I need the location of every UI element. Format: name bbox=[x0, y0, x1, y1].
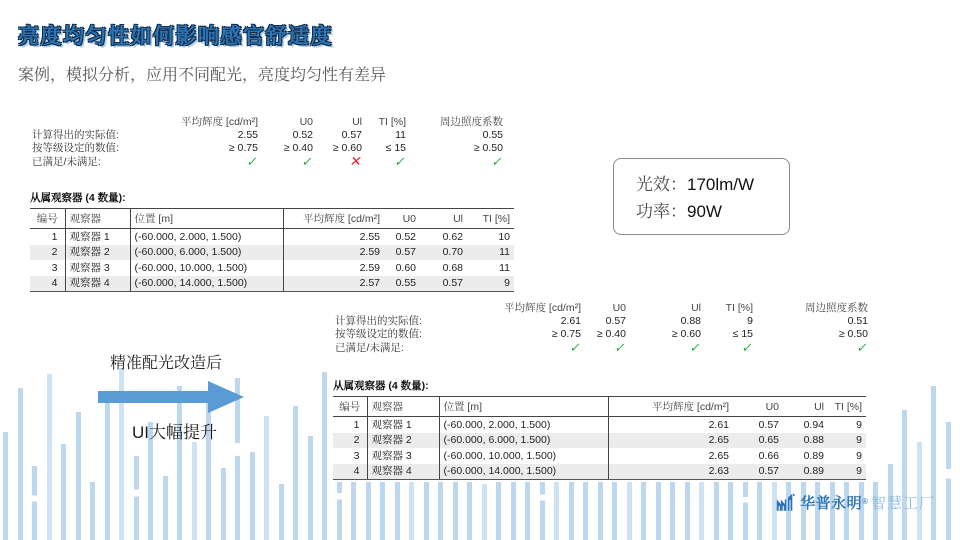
status-cross-icon: ✕ bbox=[348, 153, 364, 169]
status-check-icon: ✓ bbox=[490, 154, 505, 169]
logo-suffix: 智慧工厂 bbox=[870, 494, 935, 512]
efficacy-label: 光效： bbox=[636, 175, 687, 194]
summary-status-row bbox=[30, 155, 505, 170]
cell-ti: 9 bbox=[828, 433, 866, 449]
cell-u0: 0.57 bbox=[758, 418, 779, 431]
cell-u0: 0.52 bbox=[395, 230, 416, 243]
observers-title: 从属观察器 (4 数量): bbox=[30, 192, 126, 204]
col-header-luminance: 平均辉度 [cd/m²] bbox=[180, 116, 258, 128]
decorative-bar bbox=[76, 412, 81, 540]
status-check-icon: ✓ bbox=[613, 340, 628, 355]
summary-actual-row: 计算得出的实际值: 2.55 0.52 0.57 11 0.55 bbox=[32, 129, 503, 141]
summary-header-row bbox=[333, 302, 870, 315]
registered-mark: ® bbox=[862, 497, 868, 506]
power-label: 功率： bbox=[636, 202, 687, 221]
summary-target-row: 按等级设定的数值: ≥ 0.75 ≥ 0.40 ≥ 0.60 ≤ 15 ≥ 0.50 bbox=[32, 142, 503, 154]
cell-u0: 0.65 bbox=[733, 433, 783, 449]
cell-no: 1 bbox=[30, 229, 65, 245]
cell-u0: 0.57 bbox=[384, 245, 420, 261]
observer-table-improved bbox=[333, 396, 866, 480]
col-header-u0: U0 bbox=[733, 397, 783, 417]
col-header-ti: TI [%] bbox=[378, 116, 406, 128]
power-line bbox=[636, 198, 789, 225]
cell-luminance: 2.55 bbox=[359, 230, 380, 243]
cell-position: (-60.000, 6.000, 1.500) bbox=[130, 245, 283, 261]
cell-luminance: 2.65 bbox=[708, 449, 729, 462]
summary-target-row: 按等级设定的数值: ≥ 0.75 ≥ 0.40 ≥ 0.60 ≤ 15 ≥ 0.50 bbox=[335, 328, 868, 340]
cell-luminance: 2.65 bbox=[608, 433, 733, 449]
decorative-bar bbox=[366, 478, 371, 540]
cell-ti: 9 bbox=[856, 418, 862, 431]
row-label: 按等级设定的数值: bbox=[32, 142, 119, 154]
decorative-bar bbox=[32, 466, 37, 540]
col-header-no: 编号 bbox=[333, 397, 367, 417]
page-title: 亮度均匀性如何影响感官舒适度 bbox=[18, 25, 333, 48]
decorative-bar bbox=[192, 442, 197, 540]
cell-no: 4 bbox=[30, 276, 65, 292]
cell-no: 3 bbox=[333, 448, 367, 464]
row-label: 计算得出的实际值: bbox=[32, 129, 119, 141]
row-label: 计算得出的实际值: bbox=[335, 315, 422, 327]
col-header-position: 位置 [m] bbox=[439, 397, 608, 417]
summary-actual-row: 计算得出的实际值: 2.61 0.57 0.88 9 0.51 bbox=[335, 315, 868, 327]
cell-u0: 0.60 bbox=[395, 261, 416, 274]
improvement-annotation bbox=[98, 350, 258, 443]
decorative-bar bbox=[221, 468, 226, 540]
company-logo bbox=[775, 491, 935, 513]
annotation-top-label: 精准配光改造后 bbox=[110, 355, 223, 372]
decorative-bar bbox=[279, 484, 284, 540]
report-block-improved bbox=[333, 296, 879, 482]
decorative-bar bbox=[134, 456, 139, 540]
col-header-observer: 观察器 bbox=[367, 397, 439, 417]
col-header-ul: Ul bbox=[352, 116, 362, 128]
report-block-original bbox=[30, 116, 530, 292]
cell-ul: 0.68 bbox=[442, 261, 463, 274]
col-header-surround-ratio: 周边照度系数 bbox=[440, 116, 503, 128]
col-header-observer: 观察器 bbox=[65, 209, 130, 229]
factory-icon bbox=[775, 491, 796, 513]
cell-ul: 0.62 bbox=[442, 230, 463, 243]
col-header-u0: U0 bbox=[299, 116, 313, 128]
decorative-bar bbox=[3, 432, 8, 540]
decorative-bar bbox=[250, 452, 255, 540]
efficacy-value: 170lm/W bbox=[687, 175, 755, 194]
decorative-bar bbox=[90, 482, 95, 540]
annotation-bottom-label: UI大幅提升 bbox=[132, 423, 217, 442]
cell-position: (-60.000, 6.000, 1.500) bbox=[439, 433, 608, 449]
cell-no: 3 bbox=[30, 260, 65, 276]
status-check-icon: ✓ bbox=[688, 340, 703, 355]
status-check-icon: ✓ bbox=[300, 154, 315, 169]
cell-no: 2 bbox=[30, 245, 65, 261]
cell-luminance: 2.57 bbox=[283, 276, 384, 292]
cell-observer: 观察器 4 bbox=[65, 276, 130, 292]
decorative-bar bbox=[482, 484, 487, 540]
observer-header-row bbox=[30, 209, 514, 229]
cell-u0: 0.66 bbox=[758, 449, 779, 462]
cell-ul: 0.89 bbox=[803, 449, 824, 462]
summary-header-row bbox=[30, 116, 505, 129]
decorative-bar bbox=[18, 388, 23, 540]
col-header-luminance: 平均辉度 [cd/m²] bbox=[608, 397, 733, 417]
decorative-bar bbox=[902, 410, 907, 540]
status-check-icon: ✓ bbox=[393, 154, 408, 169]
cell-no: 2 bbox=[333, 433, 367, 449]
cell-ul: 0.70 bbox=[420, 245, 467, 261]
cell-no: 1 bbox=[333, 417, 367, 433]
observers-title: 从属观察器 (4 数量): bbox=[333, 380, 429, 392]
observer-row bbox=[30, 229, 514, 245]
cell-observer: 观察器 3 bbox=[367, 448, 439, 464]
summary-table-original bbox=[30, 116, 505, 170]
cell-observer: 观察器 1 bbox=[65, 229, 130, 245]
col-header-surround-ratio: 周边照度系数 bbox=[805, 302, 868, 314]
observer-row bbox=[333, 464, 866, 480]
status-check-icon: ✓ bbox=[245, 154, 260, 169]
summary-table-improved bbox=[333, 302, 870, 356]
cell-position: (-60.000, 14.000, 1.500) bbox=[130, 276, 283, 292]
decorative-bar bbox=[931, 386, 936, 540]
cell-ul: 0.88 bbox=[783, 433, 828, 449]
cell-ul: 0.89 bbox=[783, 464, 828, 480]
cell-ti: 11 bbox=[499, 261, 510, 274]
cell-luminance: 2.63 bbox=[608, 464, 733, 480]
cell-position: (-60.000, 2.000, 1.500) bbox=[130, 229, 283, 245]
col-header-ul: Ul bbox=[691, 302, 701, 314]
decorative-bar bbox=[308, 436, 313, 540]
cell-ul: 0.94 bbox=[803, 418, 824, 431]
decorative-bar bbox=[322, 372, 327, 540]
row-label: 按等级设定的数值: bbox=[335, 328, 422, 340]
cell-ul: 0.57 bbox=[420, 276, 467, 292]
cell-position: (-60.000, 10.000, 1.500) bbox=[130, 260, 283, 276]
right-arrow-icon bbox=[98, 379, 246, 415]
row-label: 已满足/未满足: bbox=[32, 156, 101, 168]
cell-position: (-60.000, 2.000, 1.500) bbox=[439, 417, 608, 433]
col-header-position: 位置 [m] bbox=[130, 209, 283, 229]
observer-row bbox=[30, 245, 514, 261]
power-value: 90W bbox=[687, 202, 722, 221]
cell-u0: 0.57 bbox=[733, 464, 783, 480]
summary-status-row bbox=[333, 341, 870, 356]
cell-observer: 观察器 1 bbox=[367, 417, 439, 433]
status-check-icon: ✓ bbox=[740, 340, 755, 355]
cell-ti: 9 bbox=[467, 276, 514, 292]
col-header-u0: U0 bbox=[612, 302, 626, 314]
decorative-bar bbox=[598, 474, 603, 540]
status-check-icon: ✓ bbox=[855, 340, 870, 355]
decorative-bar bbox=[946, 422, 951, 540]
observer-row bbox=[30, 260, 514, 276]
logo-name: 华普永明 bbox=[800, 494, 863, 512]
col-header-ti: TI [%] bbox=[828, 397, 866, 417]
col-header-luminance: 平均辉度 [cd/m²] bbox=[503, 302, 581, 314]
cell-position: (-60.000, 14.000, 1.500) bbox=[439, 464, 608, 480]
col-header-ti: TI [%] bbox=[725, 302, 753, 314]
cell-position: (-60.000, 10.000, 1.500) bbox=[439, 448, 608, 464]
row-label: 已满足/未满足: bbox=[335, 342, 404, 354]
cell-u0: 0.55 bbox=[384, 276, 420, 292]
cell-luminance: 2.61 bbox=[708, 418, 729, 431]
decorative-bar bbox=[47, 374, 52, 540]
specs-box bbox=[613, 158, 790, 235]
cell-ti: 11 bbox=[467, 245, 514, 261]
col-header-ul: Ul bbox=[420, 209, 467, 229]
decorative-bar bbox=[293, 406, 298, 540]
col-header-ti: TI [%] bbox=[467, 209, 514, 229]
cell-ti: 9 bbox=[856, 449, 862, 462]
subtitle: 案例，模拟分析，应用不同配光，亮度均匀性有差异 bbox=[18, 67, 387, 84]
cell-observer: 观察器 2 bbox=[65, 245, 130, 261]
cell-observer: 观察器 3 bbox=[65, 260, 130, 276]
observer-row bbox=[333, 448, 866, 464]
status-check-icon: ✓ bbox=[568, 340, 583, 355]
observer-header-row bbox=[333, 397, 866, 417]
cell-observer: 观察器 2 bbox=[367, 433, 439, 449]
decorative-bar bbox=[264, 416, 269, 540]
efficacy-line bbox=[636, 171, 789, 198]
decorative-bar bbox=[163, 476, 168, 540]
cell-luminance: 2.59 bbox=[283, 245, 384, 261]
col-header-ul: Ul bbox=[783, 397, 828, 417]
decorative-bar bbox=[61, 444, 66, 540]
observer-table-original bbox=[30, 208, 514, 292]
observer-row bbox=[333, 433, 866, 449]
observer-row bbox=[30, 276, 514, 292]
col-header-luminance: 平均辉度 [cd/m²] bbox=[283, 209, 384, 229]
cell-ti: 10 bbox=[498, 230, 510, 243]
cell-no: 4 bbox=[333, 464, 367, 480]
cell-ti: 9 bbox=[828, 464, 866, 480]
col-header-u0: U0 bbox=[384, 209, 420, 229]
cell-observer: 观察器 4 bbox=[367, 464, 439, 480]
observer-row bbox=[333, 417, 866, 433]
col-header-no: 编号 bbox=[30, 209, 65, 229]
cell-luminance: 2.59 bbox=[359, 261, 380, 274]
decorative-bar bbox=[656, 478, 661, 540]
